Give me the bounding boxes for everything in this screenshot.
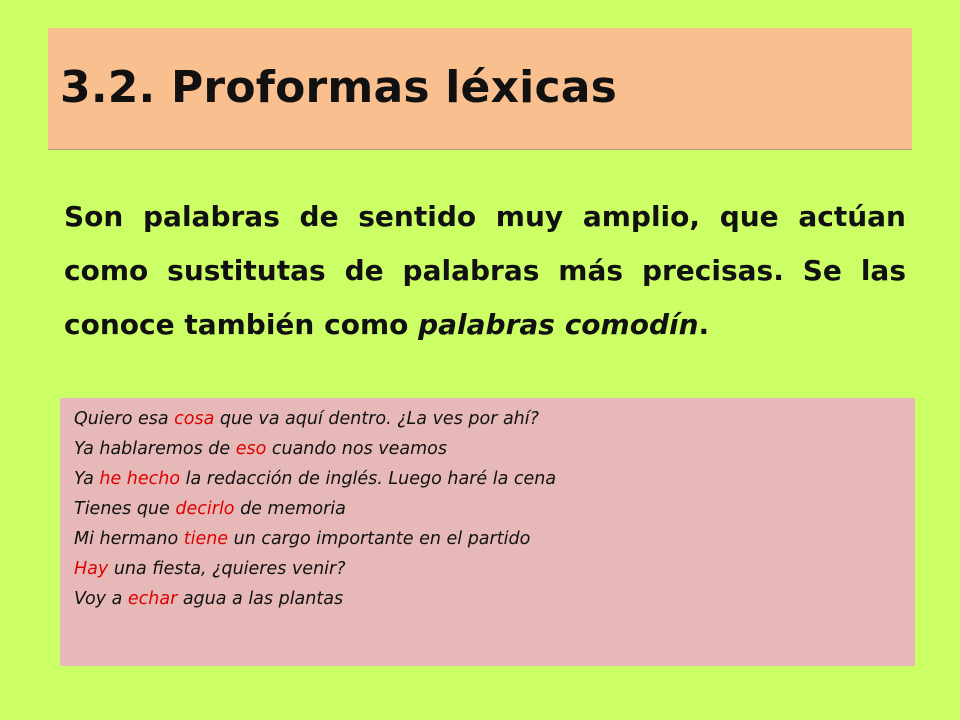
example-text: que va aquí dentro. ¿La ves por ahí? bbox=[214, 409, 539, 429]
example-text: agua a las plantas bbox=[177, 589, 344, 609]
example-text: un cargo importante en el partido bbox=[228, 529, 531, 549]
example-text: Voy a bbox=[74, 589, 128, 609]
example-line bbox=[74, 464, 915, 494]
examples-box bbox=[60, 398, 915, 666]
example-text: la redacción de inglés. Luego haré la cena bbox=[180, 469, 557, 489]
example-line bbox=[74, 584, 915, 614]
example-text: una fiesta, ¿quieres venir? bbox=[108, 559, 346, 579]
example-highlight: cosa bbox=[174, 409, 215, 429]
example-highlight: Hay bbox=[74, 559, 109, 579]
example-line bbox=[74, 434, 915, 464]
slide-title: 3.2. Proformas léxicas bbox=[60, 62, 618, 113]
example-text: Mi hermano bbox=[74, 529, 184, 549]
intro-text: Son palabras de sentido muy amplio, que actúan como sustitutas de palabras más precisas. Se las conoce también como bbox=[64, 200, 906, 341]
example-highlight: echar bbox=[127, 589, 178, 609]
example-line bbox=[74, 494, 915, 524]
example-text: Quiero esa bbox=[74, 409, 175, 429]
example-line bbox=[74, 404, 915, 434]
intro-end: . bbox=[698, 308, 710, 341]
example-text: cuando nos veamos bbox=[266, 439, 447, 459]
intro-paragraph bbox=[64, 190, 906, 352]
title-banner bbox=[48, 28, 912, 150]
example-highlight: tiene bbox=[183, 529, 229, 549]
example-highlight: decirlo bbox=[175, 499, 235, 519]
example-highlight: he hecho bbox=[99, 469, 181, 489]
example-text: Tienes que bbox=[74, 499, 176, 519]
example-line bbox=[74, 524, 915, 554]
example-text: Ya bbox=[74, 469, 100, 489]
example-highlight: eso bbox=[235, 439, 267, 459]
intro-emphasis: palabras comodín bbox=[418, 308, 699, 341]
example-line bbox=[74, 554, 915, 584]
example-text: de memoria bbox=[234, 499, 346, 519]
example-text: Ya hablaremos de bbox=[74, 439, 236, 459]
